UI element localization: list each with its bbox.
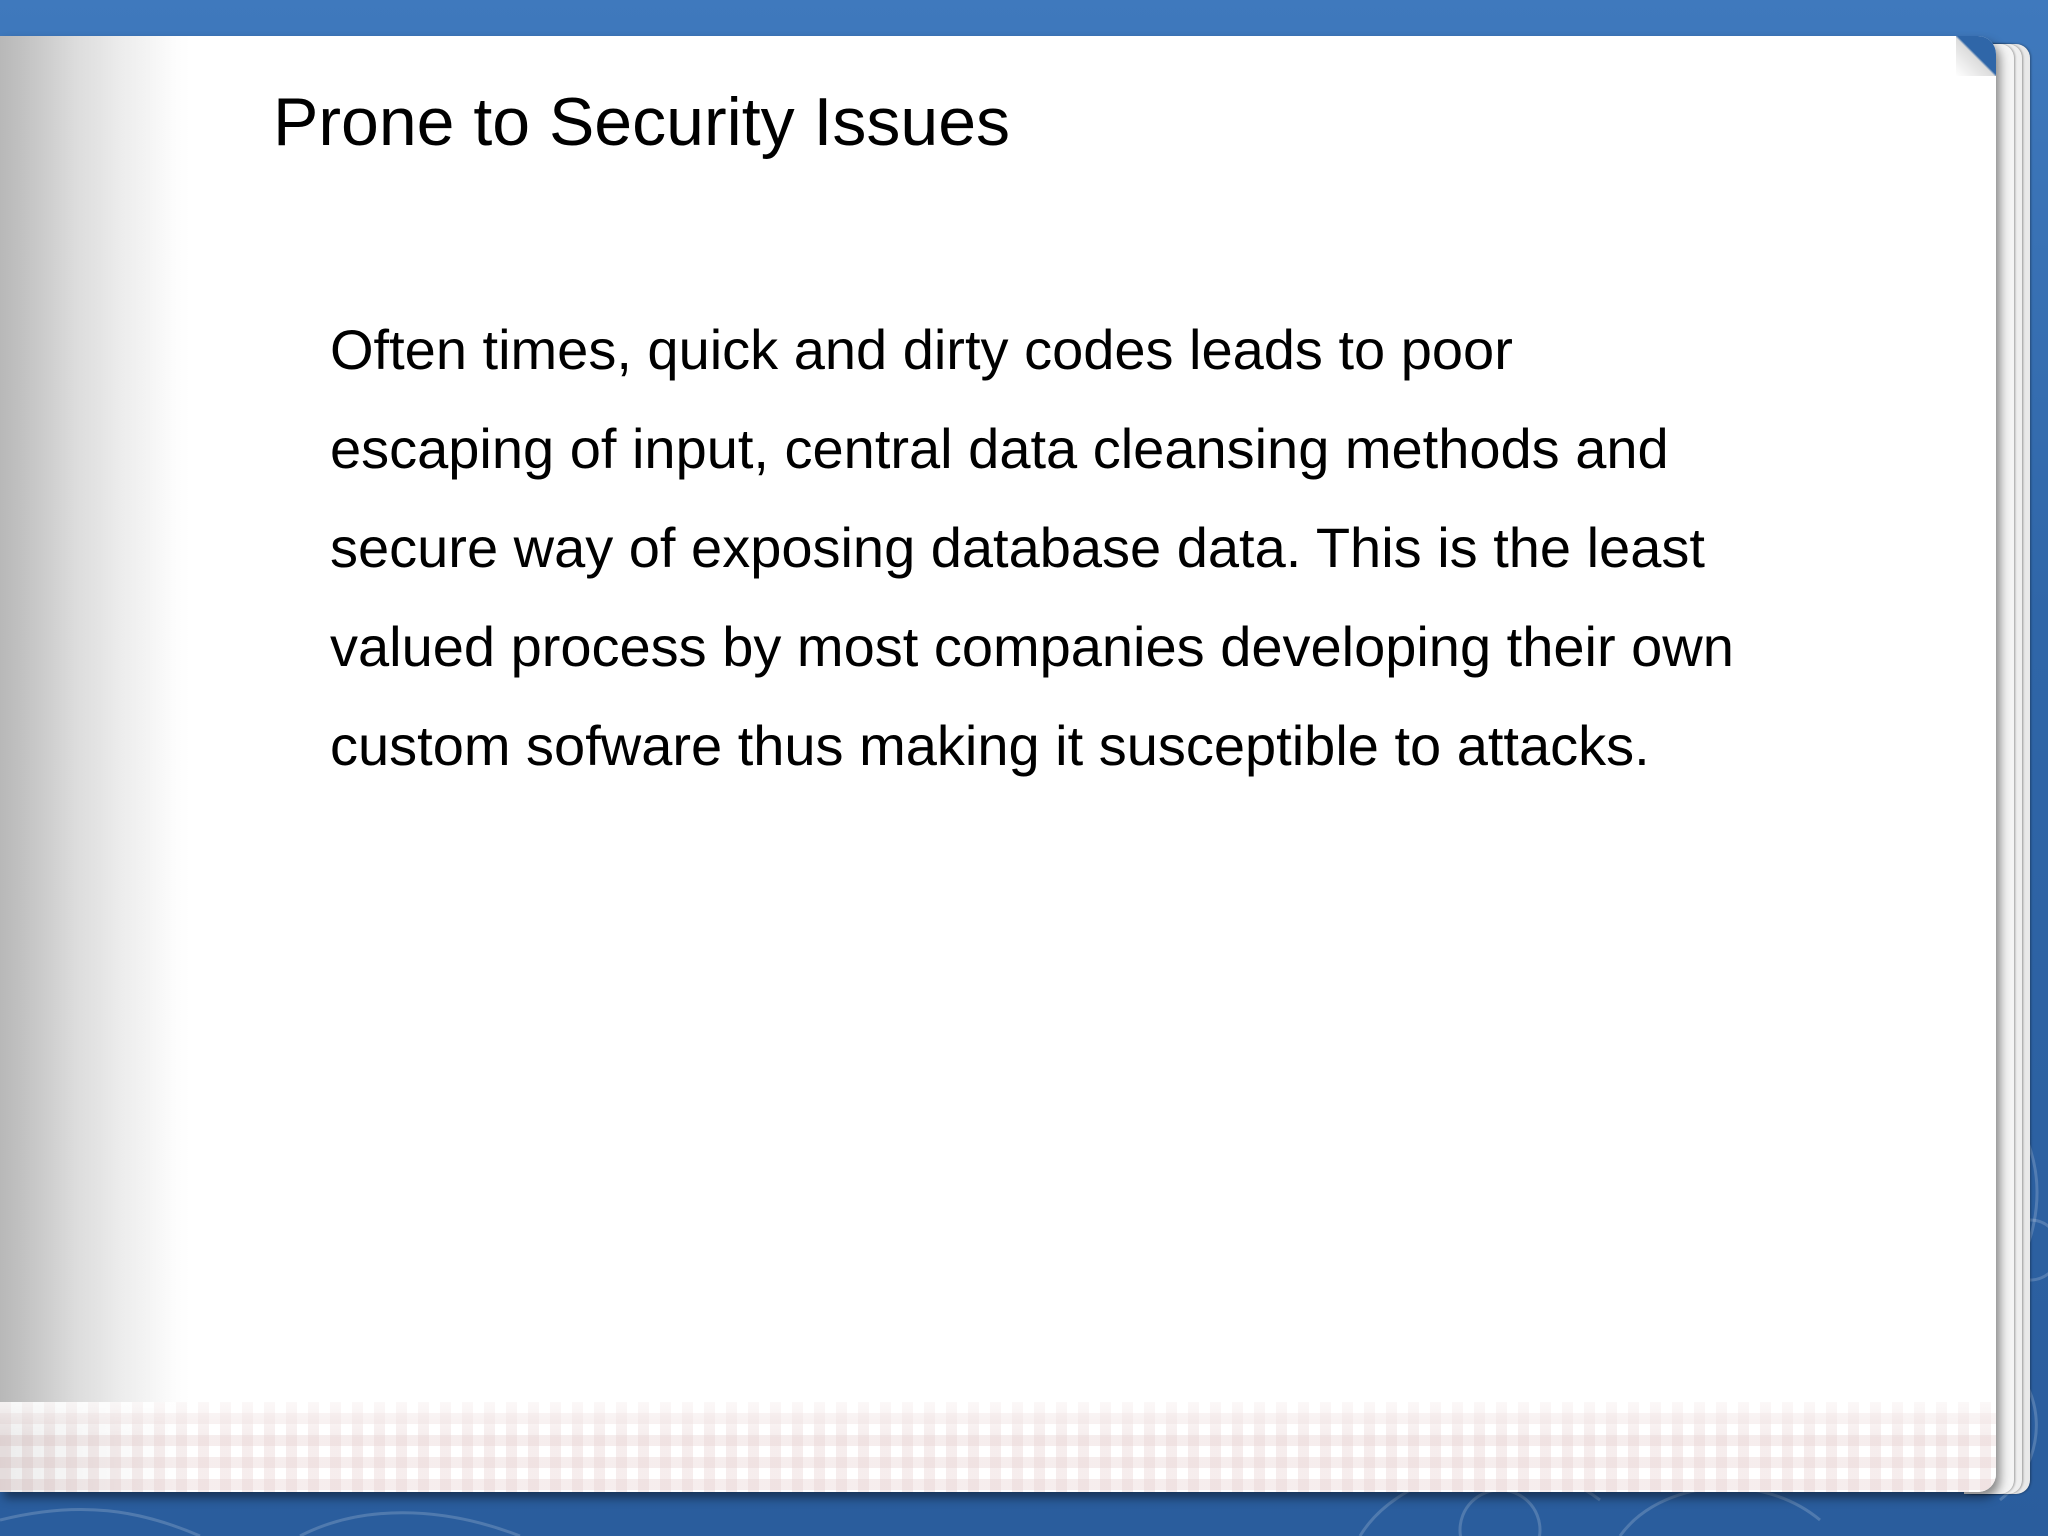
- page-corner-curl: [1956, 36, 1996, 76]
- slide-title: Prone to Security Issues: [273, 84, 1011, 160]
- gingham-fade: [0, 1402, 1996, 1492]
- page-binding-shadow: [0, 36, 190, 1492]
- slide-body-text: Often times, quick and dirty codes leads to poor escaping of input, central data cleansing methods and secure way of exposing database data. This is the least valued process by most companies developing their own custom sofware thus making it susceptible to attacks.: [330, 318, 1734, 777]
